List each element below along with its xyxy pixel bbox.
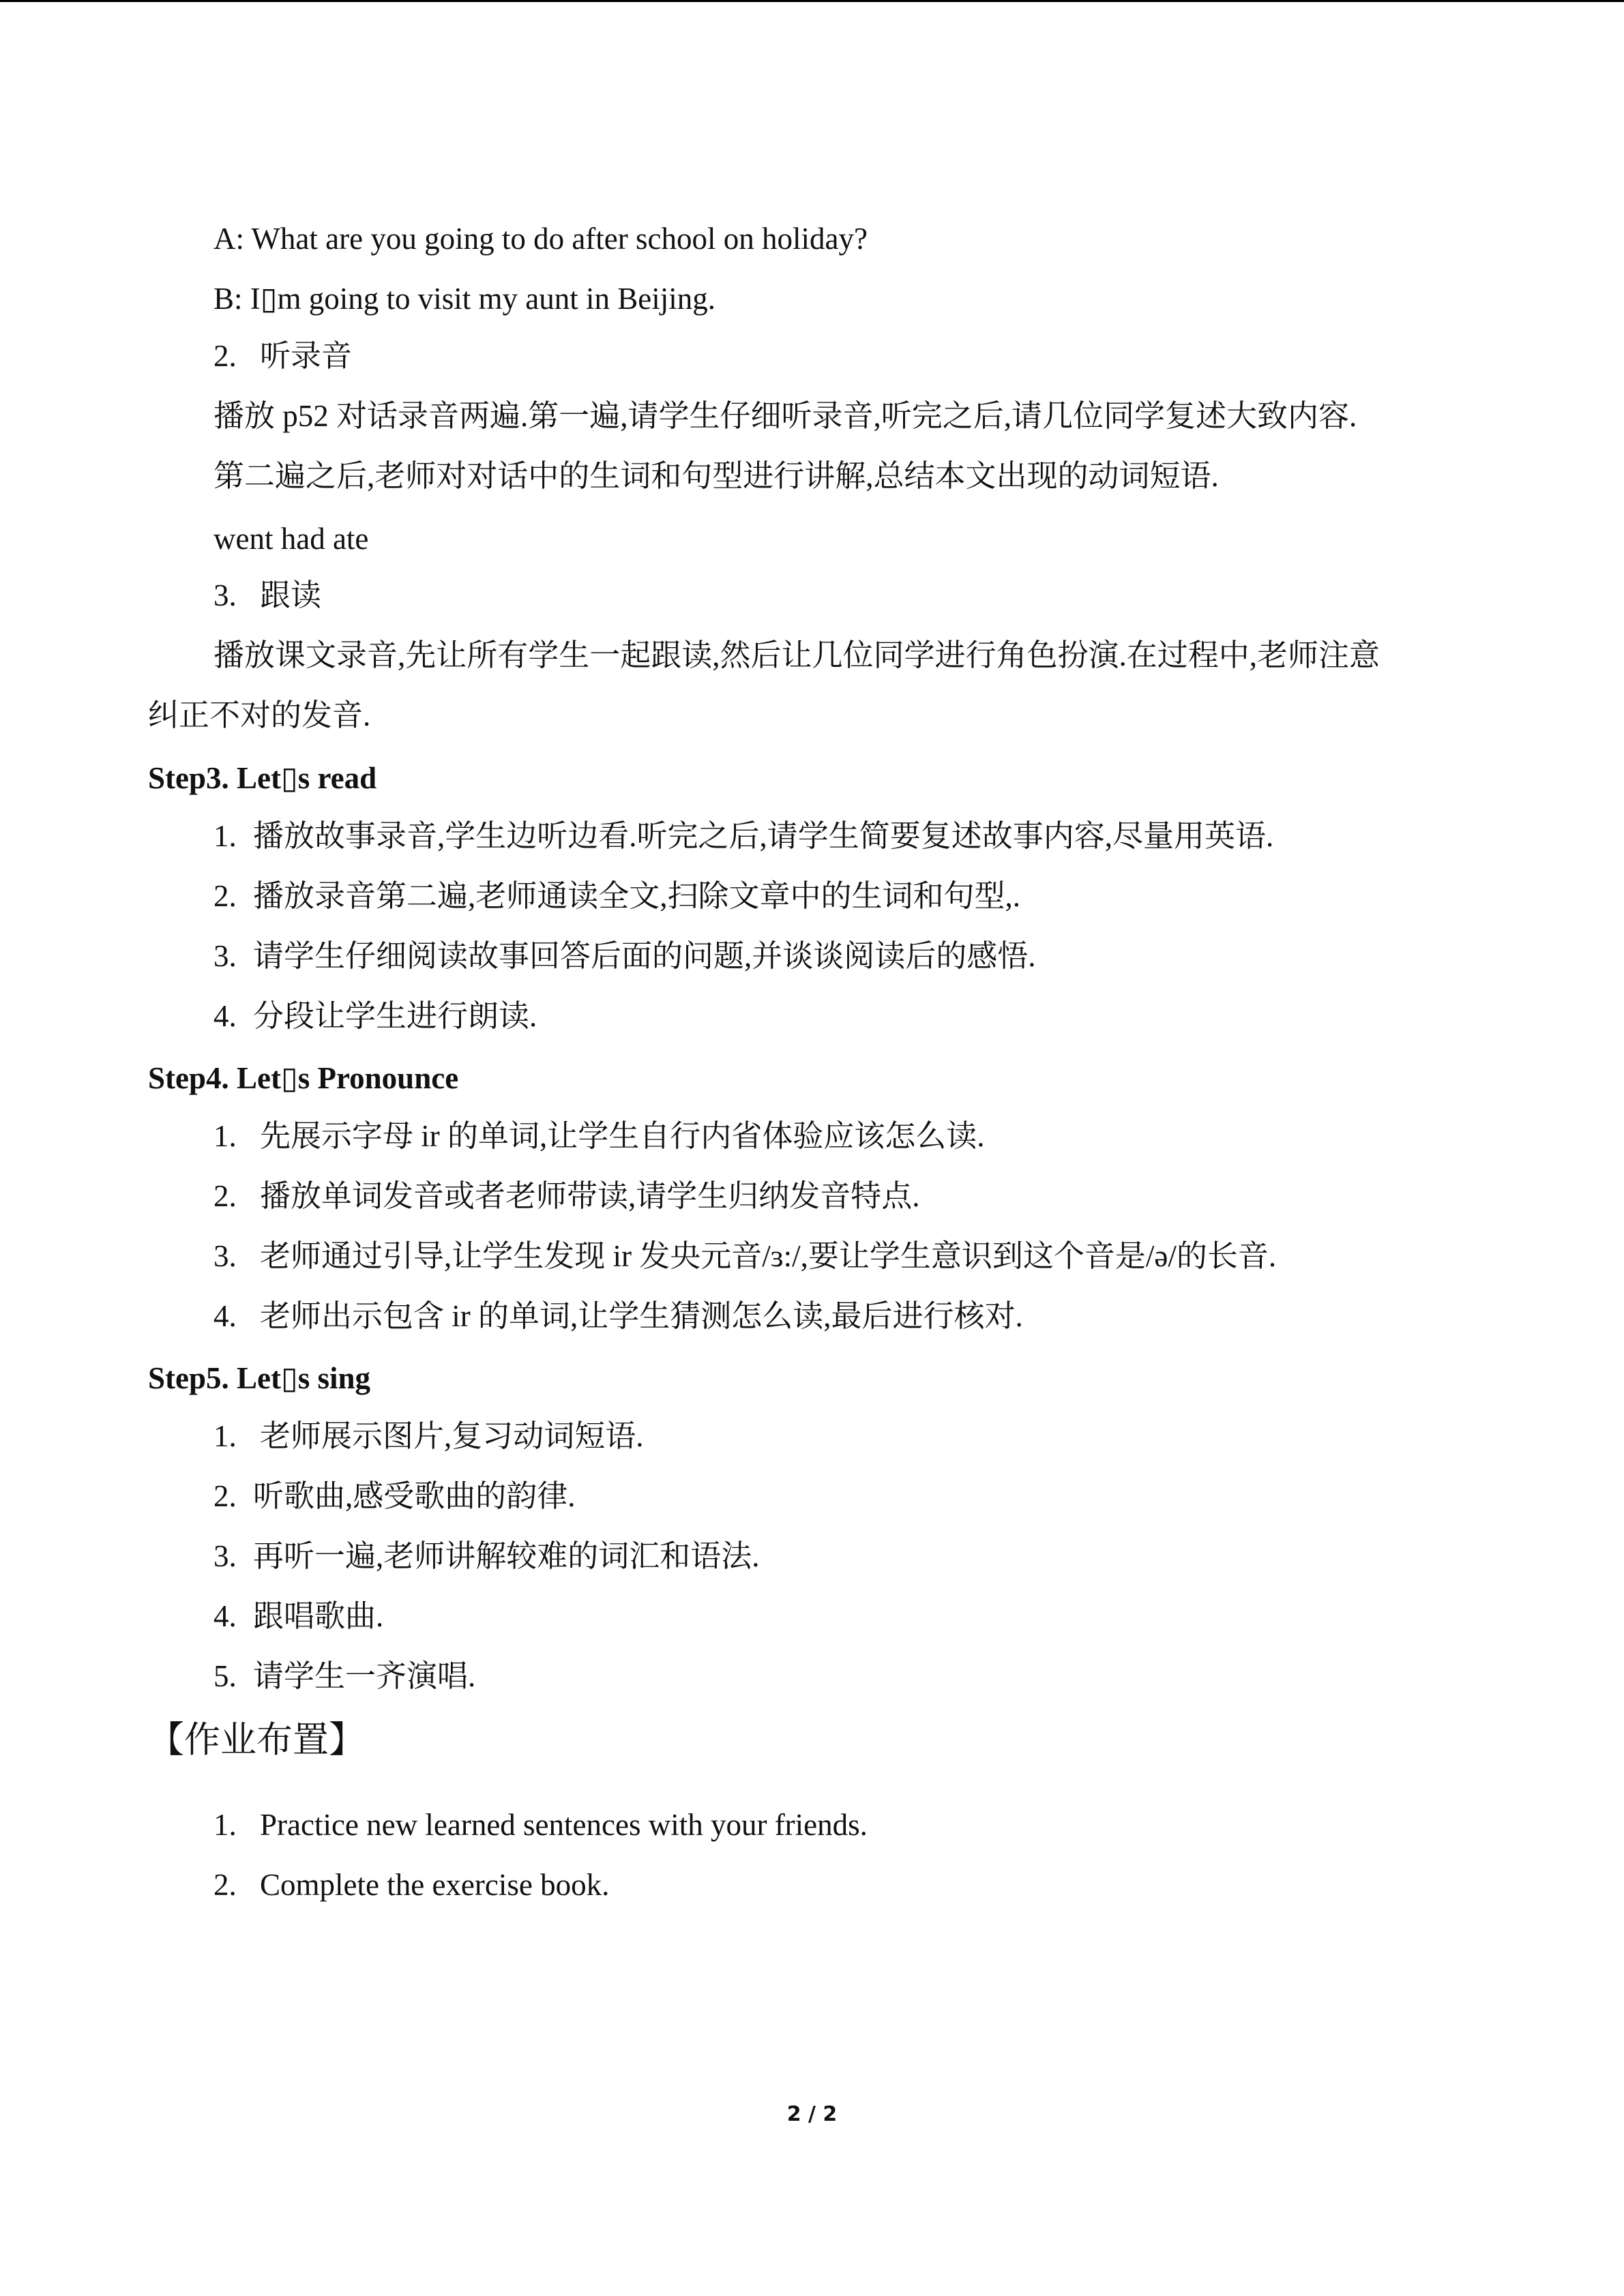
- step4-item: [213, 1297, 1023, 1335]
- step3-item-text: 播放录音第二遍,老师通读全文,扫除文章中的生词和句型,.: [253, 879, 1021, 913]
- homework-item: [213, 1806, 868, 1844]
- step4-item-number: 4.: [213, 1299, 237, 1333]
- follow-title: 跟读: [260, 578, 322, 612]
- step4-item-text: 先展示字母 ir 的单词,让学生自行内省体验应该怎么读.: [260, 1119, 985, 1153]
- step4-item-number: 1.: [213, 1119, 237, 1153]
- step5-item-text: 跟唱歌曲.: [253, 1599, 384, 1633]
- step5-item-number: 5.: [213, 1659, 237, 1693]
- step3-item: [213, 997, 537, 1035]
- step5-item: [213, 1537, 760, 1575]
- step3-item-number: 3.: [213, 939, 237, 973]
- step5-item: [213, 1597, 383, 1635]
- step3-item-text: 播放故事录音,学生边听边看.听完之后,请学生简要复述故事内容,尽量用英语.: [253, 819, 1274, 853]
- follow-number: 3.: [213, 578, 237, 612]
- follow-heading: [213, 576, 321, 614]
- step5-item-text: 老师展示图片,复习动词短语.: [260, 1419, 644, 1453]
- dialogue-line-b: B: I▯m going to visit my aunt in Beijing.: [213, 282, 716, 316]
- step5-item-number: 4.: [213, 1599, 237, 1633]
- step5-item: [213, 1417, 644, 1455]
- step3-heading: Step3. Let▯s read: [148, 761, 377, 795]
- follow-paragraph-line-1: 播放课文录音,先让所有学生一起跟读,然后让几位同学进行角色扮演.在过程中,老师注意: [213, 638, 1381, 672]
- homework-item: [213, 1866, 609, 1904]
- step3-item-number: 2.: [213, 879, 237, 913]
- homework-item-number: 2.: [213, 1868, 237, 1902]
- step3-item-number: 4.: [213, 999, 237, 1033]
- listen-paragraph-1: 播放 p52 对话录音两遍.第一遍,请学生仔细听录音,听完之后,请几位同学复述大致内容.: [213, 399, 1357, 433]
- step5-item-number: 3.: [213, 1539, 237, 1573]
- listen-title: 听录音: [260, 339, 353, 373]
- step3-item-text: 请学生仔细阅读故事回答后面的问题,并谈谈阅读后的感悟.: [253, 939, 1036, 973]
- top-border-rule: [0, 0, 1624, 2]
- homework-heading: 【作业布置】: [148, 1719, 365, 1761]
- step4-item-number: 2.: [213, 1179, 237, 1213]
- step4-heading: Step4. Let▯s Pronounce: [148, 1061, 459, 1095]
- step5-item-number: 1.: [213, 1419, 237, 1453]
- step4-item-number: 3.: [213, 1239, 237, 1273]
- step5-heading: Step5. Let▯s sing: [148, 1361, 371, 1395]
- step3-item-number: 1.: [213, 819, 237, 853]
- follow-paragraph-line-2: 纠正不对的发音.: [148, 698, 371, 732]
- step3-item: [213, 817, 1273, 855]
- dialogue-line-a: A: What are you going to do after school on holiday?: [213, 222, 868, 256]
- step4-item: [213, 1237, 1276, 1275]
- step5-item-text: 请学生一齐演唱.: [253, 1659, 476, 1693]
- step4-item: [213, 1177, 920, 1215]
- page-number: 2 / 2: [786, 2102, 838, 2126]
- step4-item-text: 播放单词发音或者老师带读,请学生归纳发音特点.: [260, 1179, 920, 1213]
- listen-verb-list: went had ate: [213, 522, 369, 556]
- step5-item: [213, 1657, 475, 1695]
- step3-item: [213, 877, 1020, 915]
- homework-item-number: 1.: [213, 1808, 237, 1842]
- step4-item-text: 老师通过引导,让学生发现 ir 发央元音/ɜ:/,要让学生意识到这个音是/ə/的长音.: [260, 1239, 1277, 1273]
- step5-item-number: 2.: [213, 1479, 237, 1513]
- step4-item-text: 老师出示包含 ir 的单词,让学生猜测怎么读,最后进行核对.: [260, 1299, 1023, 1333]
- homework-item-text: Complete the exercise book.: [260, 1868, 610, 1902]
- homework-item-text: Practice new learned sentences with your friends.: [260, 1808, 868, 1842]
- step3-item-text: 分段让学生进行朗读.: [253, 999, 537, 1033]
- step5-item: [213, 1477, 576, 1515]
- listen-heading: [213, 337, 352, 375]
- listen-paragraph-2: 第二遍之后,老师对对话中的生词和句型进行讲解,总结本文出现的动词短语.: [213, 459, 1219, 493]
- step5-item-text: 再听一遍,老师讲解较难的词汇和语法.: [253, 1539, 760, 1573]
- listen-number: 2.: [213, 339, 237, 373]
- step4-item: [213, 1117, 985, 1155]
- step5-item-text: 听歌曲,感受歌曲的韵律.: [253, 1479, 576, 1513]
- step3-item: [213, 937, 1036, 975]
